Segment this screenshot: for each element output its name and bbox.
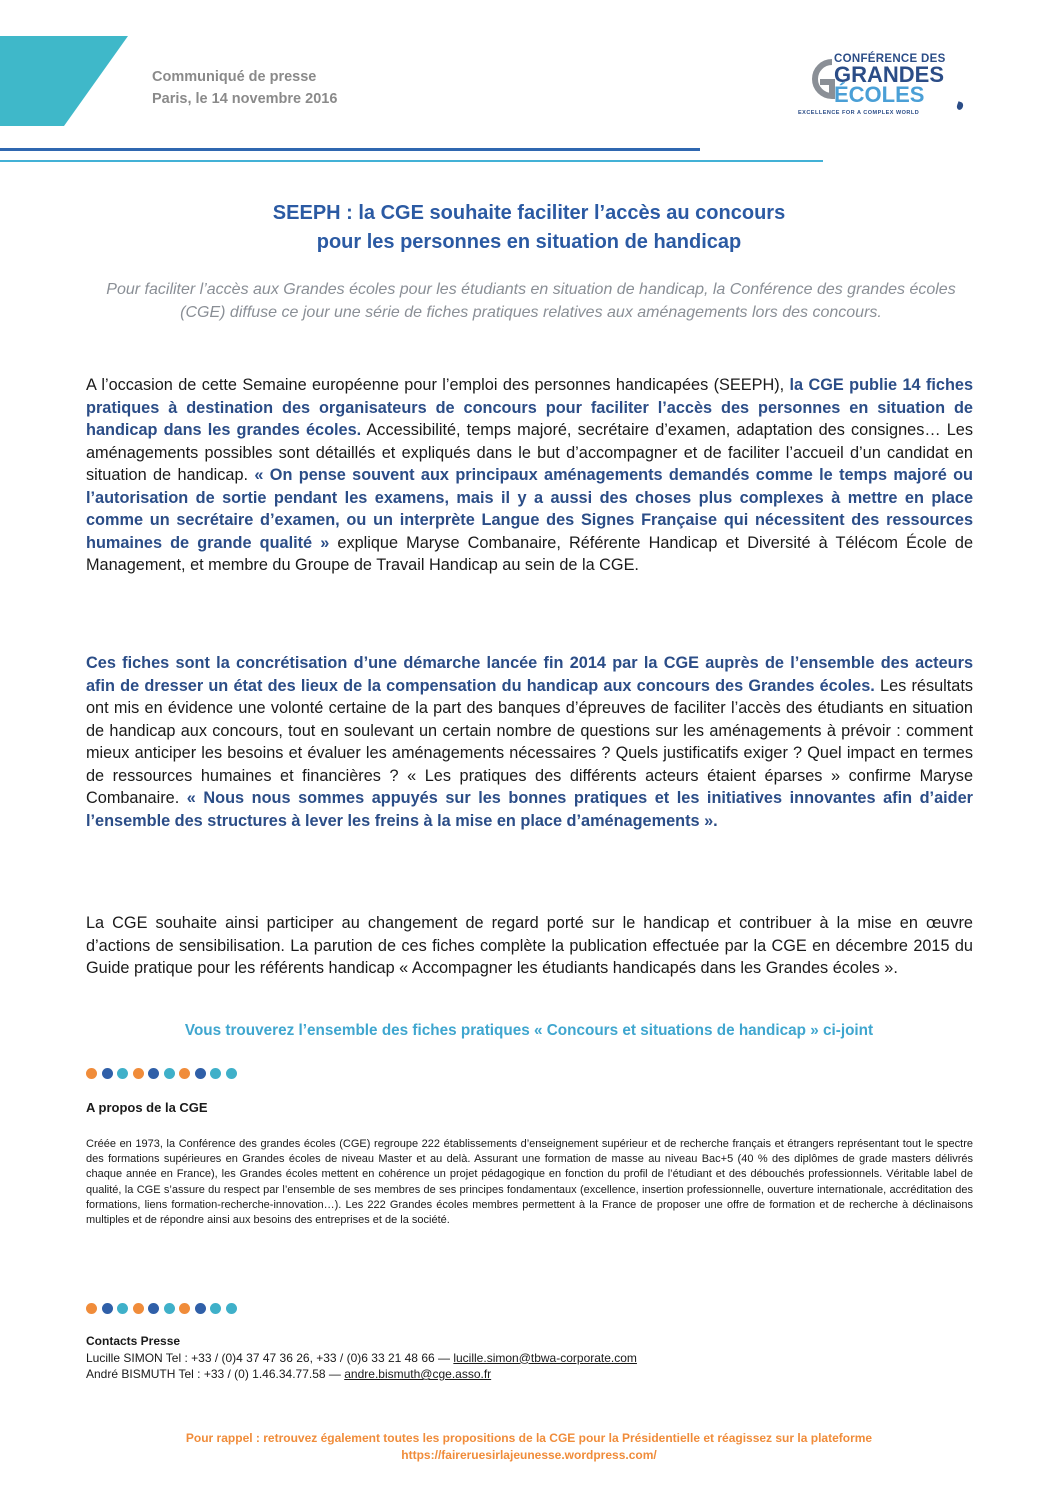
header-rule-blue [0,148,700,151]
divider-dot [86,1303,97,1314]
paragraph-3: La CGE souhaite ainsi participer au changement de regard porté sur le handicap et contribuer à la mise en œuvre d’actions de sensibilisation. La parution de ces fiches complète la publication effectuée par la CGE en décembre 2015 du Guide pratique pour les référents handicap « Accompagner les étudiants handicapés dans les Grandes écoles ». [86,914,973,977]
p1-text-1: A l’occasion de cette Semaine européenne pour l’emploi des personnes handicapées (SEEPH), [86,376,790,394]
divider-dot [226,1303,237,1314]
date-label: Paris, le 14 novembre 2016 [152,91,338,107]
cge-logo [798,52,976,124]
about-text: Créée en 1973, la Conférence des grandes écoles (CGE) regroupe 222 établissements d’enseignement supérieur et de recherche français et étrangers représentant tout le spectre des formations supérieures en Grandes écoles de niveau Master et au delà. Assurant une formation de masse au niveau Bac+5 (40 % des diplômes de grade masters délivrés chaque année en France), les Grandes écoles mettent en cohérence un projet pédagogique en fonction du profil de l’étudiant et des débouchés professionnels. Véritable label de qualité, la CGE s’assure du respect par l’ensemble de ses membres de ses principes fondamentaux (excellence, insertion professionnelle, ouverture internationale, accréditation des formations, liens formation-recherche-innovation…). Les 222 Grandes écoles membres permettent à la France de proposer une offre de formation et de recherche à déclinaisons multiples et de répondre ainsi aux besoins des entreprises et de la société. [86,1138,973,1227]
contact-1-details: Lucille SIMON Tel : +33 / (0)4 37 47 36 26, +33 / (0)6 33 21 48 66 — [86,1350,454,1365]
logo-line1: CONFÉRENCE DES [834,53,946,65]
paragraph-2 [86,652,973,832]
divider-dot [210,1068,221,1079]
contact-row [86,1366,637,1383]
logo-line2: GRANDES [834,62,945,87]
dot-divider-1 [86,1068,237,1080]
divider-dot [102,1303,113,1314]
divider-dot [148,1303,159,1314]
p2-text-1: Les résultats ont mis en évidence une volonté certaine de la part des banques d’épreuves de faciliter l’accès des étudiants en situation de handicap aux concours, tout en soulevant un certain nombre de questions sur les aménagements à prévoir : comment mieux anticiper les besoins et évaluer les aménagements nécessaires ? Quels justificatifs exiger ? Quel impact en termes de ressources humaines et financières ? « Les pratiques des différents acteurs étaient éparses » confirme Maryse Combanaire. [86,676,973,807]
divider-dot [133,1068,144,1079]
logo-line3: ÉCOLES [834,82,925,107]
footer-link[interactable]: https://faireruesirlajeunesse.wordpress.com/ [401,1447,657,1462]
divider-dot [86,1068,97,1079]
divider-dot [179,1068,190,1079]
logo-dot [956,101,964,111]
page-title [60,199,998,257]
divider-dot [102,1068,113,1079]
paragraph-1 [86,374,973,577]
cge-logo-mark-icon [798,56,838,106]
press-contacts [86,1333,637,1383]
logo-tagline: EXCELLENCE FOR A COMPLEX WORLD [798,110,920,116]
attachment-callout: Vous trouverez l’ensemble des fiches pratiques « Concours et situations de handicap » ci-joint [184,1022,874,1039]
dot-divider-2 [86,1303,237,1315]
header-meta [152,66,337,110]
p2-bold-1: Ces fiches sont la concrétisation d’une démarche lancée fin 2014 par la CGE auprès de l’ensemble des acteurs afin de dresser un état des lieux de la compensation du handicap aux concours des Grandes écoles. [86,654,973,695]
divider-dot [226,1068,237,1079]
contacts-heading: Contacts Presse [86,1334,181,1348]
title-line2: pour les personnes en situation de handicap [316,231,742,253]
divider-dot [195,1303,206,1314]
p2-bold-2: « Nous nous sommes appuyés sur les bonnes pratiques et les initiatives innovantes afin d’aider l’ensemble des structures à lever les freins à la mise en place d’aménagements ». [86,789,973,830]
intro-text: Pour faciliter l’accès aux Grandes écoles pour les étudiants en situation de handicap, la Conférence des grandes écoles (CGE) diffuse ce jour une série de fiches pratiques relatives aux aménagements lors des concours. [106,281,956,321]
divider-dot [210,1303,221,1314]
p1-bold-2: « On pense souvent aux principaux aménagements demandés comme le temps majoré ou l’autorisation de sortie pendant les examens, mais il y a aussi des choses plus complexes à mettre en place comme un secrétaire d’examen, ou un interprète Langue des Signes Française qui nécessitent des ressources humaines de grande qualité » [86,466,973,552]
divider-dot [133,1303,144,1314]
divider-dot [179,1303,190,1314]
corner-decoration [0,36,128,126]
doc-type-label: Communiqué de presse [152,69,317,85]
divider-dot [164,1068,175,1079]
footer-line1: Pour rappel : retrouvez également toutes les propositions de la CGE pour la Présidentielle et réagissez sur la plateforme [185,1431,873,1445]
divider-dot [117,1303,128,1314]
p1-bold-1: la CGE publie 14 fiches pratiques à destination des organisateurs de concours pour faciliter l’accès des personnes en situation de handicap dans les grandes écoles. [86,376,974,439]
about-heading: A propos de la CGE [86,1100,208,1115]
divider-dot [195,1068,206,1079]
header-rule-cyan [0,160,823,162]
p1-text-2: Accessibilité, temps majoré, secrétaire d’examen, adaptation des consignes… Les aménagements possibles sont détaillés et expliqués dans le but d’accompagner et de faciliter l’accueil d’un candidat en situation de handicap. [86,421,973,484]
contact-1-email-link[interactable]: lucille.simon@tbwa-corporate.com [453,1350,637,1365]
contact-2-email-link[interactable]: andre.bismuth@cge.asso.fr [344,1367,492,1381]
footer-reminder [60,1430,998,1463]
contact-2-details: André BISMUTH Tel : +33 / (0) 1.46.34.77.58 — [86,1367,345,1381]
contact-row [86,1350,637,1367]
p1-text-3: explique Maryse Combanaire, Référente Handicap et Diversité à Télécom École de Management, et membre du Groupe de Travail Handicap au sein de la CGE. [86,533,974,574]
divider-dot [164,1303,175,1314]
divider-dot [148,1068,159,1079]
divider-dot [117,1068,128,1079]
title-line1: SEEPH : la CGE souhaite faciliter l’accès au concours [272,202,786,224]
